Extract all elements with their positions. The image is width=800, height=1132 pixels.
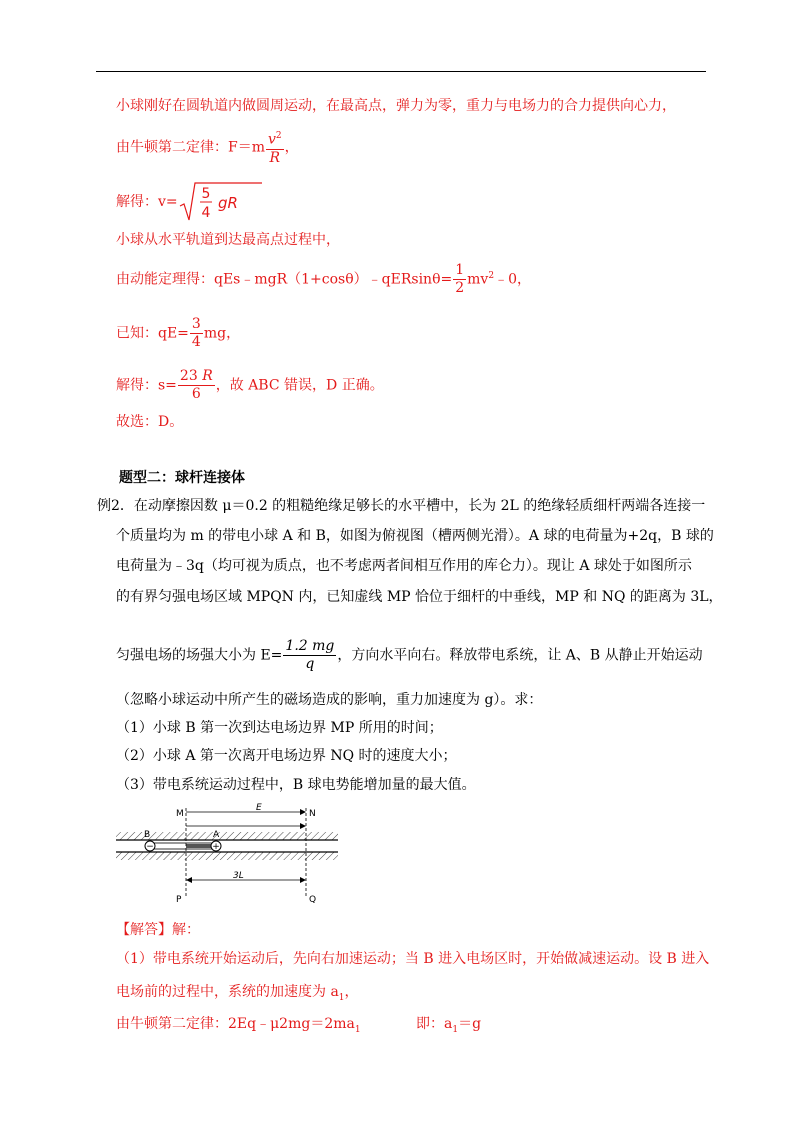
answer-line-3: 由牛顿第二定律：$2Eq﹣\mu 2mg=2ma_1$ bbox=[116, 1016, 361, 1035]
question-2: （2）小球 A 第一次离开电场边界 NQ 时的速度大小； bbox=[116, 748, 457, 764]
label-m: M bbox=[176, 809, 184, 819]
problem-line-4: 的有界匀强电场区域 MPQN 内，已知虚线 MP 恰位于细杆的中垂线，MP 和 NQ 的距离为 3L， bbox=[116, 589, 723, 605]
fraction-v2-over-R: $\frac{v^2}{R}$ bbox=[266, 128, 284, 167]
fraction-field-strength: $\frac{1.2 mg}{q}$ bbox=[285, 638, 335, 672]
label-p: P bbox=[176, 895, 182, 905]
question-3: （3）带电系统运动过程中，B 球电势能增加量的最大值。 bbox=[116, 777, 476, 793]
sol-line-5: 由动能定理得：qEs﹣mgR（1+cosθ）﹣qERsinθ= $\frac{1}{2}$ $mv^2﹣0$， bbox=[116, 262, 531, 296]
problem-line-5: 匀强电场的场强大小为 E= $\frac{1.2 mg}{q}$ ，方向水平向右。释放带电系统，让 A、B 从静止开始运动 bbox=[116, 638, 703, 672]
label-3l: 3L bbox=[233, 871, 244, 881]
label-n: N bbox=[309, 809, 316, 819]
sol-line-1: 小球刚好在圆轨道内做圆周运动，在最高点，弹力为零，重力与电场力的合力提供向心力， bbox=[116, 98, 676, 114]
answer-line-1: （1）带电系统开始运动后，先向右加速运动；当 B 进入电场区时，开始做减速运动。设 B 进入 bbox=[116, 951, 710, 967]
ball-b-sign: − bbox=[146, 842, 154, 852]
section-title: 题型二：球杆连接体 bbox=[119, 470, 245, 486]
sol-line-2: 由牛顿第二定律：F＝m $\frac{v^2}{R}$ ， bbox=[116, 128, 299, 167]
label-a: A bbox=[213, 830, 220, 840]
sol-line-3: 解得：v= 5 4 gR bbox=[116, 180, 262, 224]
problem-line-1: 例2．在动摩擦因数 μ＝0.2 的粗糙绝缘足够长的水平槽中，长为 2L 的绝缘轻质细杆两端各连接一 bbox=[97, 498, 706, 514]
label-b: B bbox=[144, 830, 151, 840]
fraction-half: $\frac{1}{2}$ bbox=[455, 262, 465, 296]
problem-line-3: 电荷量为﹣3q（均可视为质点，也不考虑两者间相互作用的库仑力）。现让 A 球处于如图所示 bbox=[116, 558, 692, 574]
answer-line-3-result: 即：$a_1=g$ bbox=[416, 1016, 482, 1035]
sqrt-expression bbox=[178, 180, 262, 224]
ball-a-sign: + bbox=[212, 842, 220, 852]
label-e: E bbox=[256, 803, 262, 813]
header-rule bbox=[96, 71, 706, 72]
problem-line-6: （忽略小球运动中所产生的磁场造成的影响，重力加速度为 g）。求： bbox=[116, 692, 543, 708]
problem-line-2: 个质量均为 m 的带电小球 A 和 B，如图为俯视图（槽两侧光滑）。A 球的电荷量为+2q，B 球的 bbox=[116, 528, 714, 544]
answer-tag-line: 【解答】解： bbox=[116, 922, 200, 938]
field-diagram bbox=[110, 800, 350, 908]
question-1: （1）小球 B 第一次到达电场边界 MP 所用的时间； bbox=[116, 720, 443, 736]
sol-line-8: 故选：D。 bbox=[116, 414, 184, 430]
sqrt-gR: gR bbox=[217, 194, 238, 212]
fraction-23R-over-6: $\frac{23 R}{6}$ bbox=[179, 368, 213, 402]
sol-line-6: 已知：qE= $\frac{3}{4}$ mg， bbox=[116, 316, 241, 350]
sol-line-7: 解得：s= $\frac{23 R}{6}$ ，故 ABC 错误，D 正确。 bbox=[116, 368, 384, 402]
sqrt-den: 4 bbox=[201, 205, 211, 221]
fraction-three-quarters: $\frac{3}{4}$ bbox=[191, 316, 201, 350]
sqrt-num: 5 bbox=[201, 186, 211, 202]
sol-line-4: 小球从水平轨道到达最高点过程中， bbox=[116, 232, 340, 248]
label-q: Q bbox=[309, 895, 317, 905]
answer-line-2: 电场前的过程中，系统的加速度为 $a_1$， bbox=[116, 984, 359, 1003]
lower-wall bbox=[116, 852, 338, 860]
